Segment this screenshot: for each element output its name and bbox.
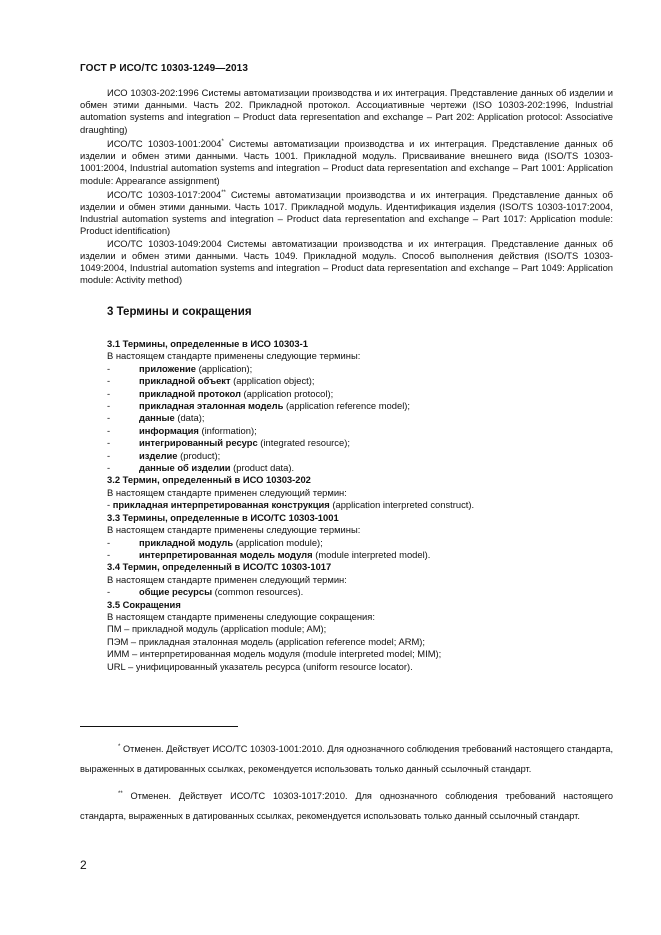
abbreviation-item: ПЭМ – прикладная эталонная модель (application reference model; ARM);: [107, 635, 426, 647]
subsection-title: 3.5 Сокращения: [107, 598, 181, 610]
term-item: - общие ресурсы (common resources).: [107, 586, 304, 598]
footnote-text: Отменен. Действует ИСО/ТС 10303-1001:2010. Для однозначного соблюдения требований настоящего стандарта, выраженных в датированных ссылках, рекомендуется использовать только данный ссылочный стандарт.: [80, 744, 613, 775]
reference-code: ИСО 10303-202:1996: [107, 87, 199, 98]
term-item: - изделие (product);: [107, 449, 221, 461]
reference-code: ИСО/ТС 10303-1049:2004: [107, 237, 222, 249]
footnote-marker: *: [118, 744, 121, 750]
subsection-title: 3.1 Термины, определенные в ИСО 10303-1: [107, 338, 308, 349]
subsection-intro: В настоящем стандарте применены следующие термины:: [107, 350, 361, 362]
footnote: [80, 737, 613, 779]
normative-references: [80, 87, 613, 287]
abbreviation-item: ПМ – прикладной модуль (application module; AM);: [107, 623, 327, 635]
term-item: - прикладной протокол (application protocol);: [107, 387, 334, 399]
footnote-marker: *: [221, 138, 224, 145]
document-header: ГОСТ Р ИСО/ТС 10303-1249—2013: [80, 63, 248, 74]
term-item: - приложение (application);: [107, 362, 253, 374]
terms-body: [107, 338, 617, 673]
term-item: - прикладной объект (application object);: [107, 375, 315, 387]
reference-entry: [80, 87, 613, 136]
reference-entry: [80, 238, 613, 287]
subsection-intro: В настоящем стандарте применены следующие сокращения:: [107, 610, 375, 622]
footnote-marker: **: [221, 189, 226, 196]
footnote-marker: **: [118, 791, 123, 798]
page-number: 2: [80, 858, 87, 872]
reference-entry: [80, 187, 613, 238]
subsection-title: 3.4 Термин, определенный в ИСО/ТС 10303-1017: [107, 561, 332, 573]
subsection-intro: В настоящем стандарте применен следующий термин:: [107, 486, 347, 498]
abbreviation-item: URL – унифицированный указатель ресурса (uniform resource locator).: [107, 660, 413, 672]
footnote-text: Отменен. Действует ИСО/ТС 10303-1017:2010. Для однозначного соблюдения требований настоящего стандарта, выраженных в датированных ссылках, рекомендуется использовать только данный ссылочный стандарт.: [80, 791, 613, 822]
reference-text: Системы автоматизации производства и их интеграция. Представление данных об изделии и обмен этими данными. Часть 1049. Прикладной модуль. Способ выполнения действия (ISO/TS 10303-1049:2004, Industrial automation systems and integration – Product data representation and exchange – Part 1049: Application module: Activity method): [80, 237, 613, 286]
term-item: - интерпретированная модель модуля (module interpreted model).: [107, 548, 431, 560]
reference-code: ИСО/ТС 10303-1017:2004: [107, 188, 222, 200]
subsection-intro: В настоящем стандарте применен следующий термин:: [107, 573, 347, 585]
subsection-title: 3.2 Термин, определенный в ИСО 10303-202: [107, 474, 311, 486]
term-item: - данные (data);: [107, 412, 205, 424]
footnote-divider: [80, 726, 238, 727]
term-item: - прикладной модуль (application module);: [107, 536, 323, 548]
term-item: - данные об изделии (product data).: [107, 462, 295, 474]
reference-entry: [80, 136, 613, 187]
abbreviation-item: ИММ – интерпретированная модель модуля (module interpreted model; MIM);: [107, 648, 442, 660]
reference-text: Системы автоматизации производства и их интеграция. Представление данных об изделии и обмен этими данными. Часть 1001. Прикладной модуль. Присваивание внешнего вида (ISO/TS 10303-1001:2004, Industrial automation systems and integration – Product data representation and exchange – Part 1001: Application module: Appearance assignment): [80, 137, 613, 186]
reference-text: Системы автоматизации производства и их интеграция. Представление данных об изделии и обмен этими данными. Часть 202. Прикладной протокол. Ассоциативные чертежи (ISO 10303-202:1996, Industrial automation systems and integration – Product data representation and exchange – Part 202: Application protocol: Associative draughting): [80, 87, 614, 135]
footnotes: [80, 737, 613, 831]
term-item: - интегрированный ресурс (integrated resource);: [107, 437, 350, 449]
term-item: - прикладная интерпретированная конструкция (application interpreted construct).: [107, 499, 475, 511]
term-item: - прикладная эталонная модель (application reference model);: [107, 400, 411, 412]
subsection-title: 3.3 Термины, определенные в ИСО/ТС 10303-1001: [107, 511, 339, 523]
term-item: - информация (information);: [107, 424, 257, 436]
reference-code: ИСО/ТС 10303-1001:2004: [107, 137, 222, 149]
section-title: 3 Термины и сокращения: [107, 306, 252, 318]
footnote: [80, 784, 613, 826]
subsection-intro: В настоящем стандарте применены следующие термины:: [107, 524, 361, 536]
reference-text: Системы автоматизации производства и их интеграция. Представление данных об изделии и обмен этими данными. Часть 1017. Прикладной модуль. Идентификация изделия (ISO/TS 10303-1017:2004, Industrial automation systems and integration – Product data representation and exchange – Part 1017: Application module: Product identification): [80, 188, 613, 237]
